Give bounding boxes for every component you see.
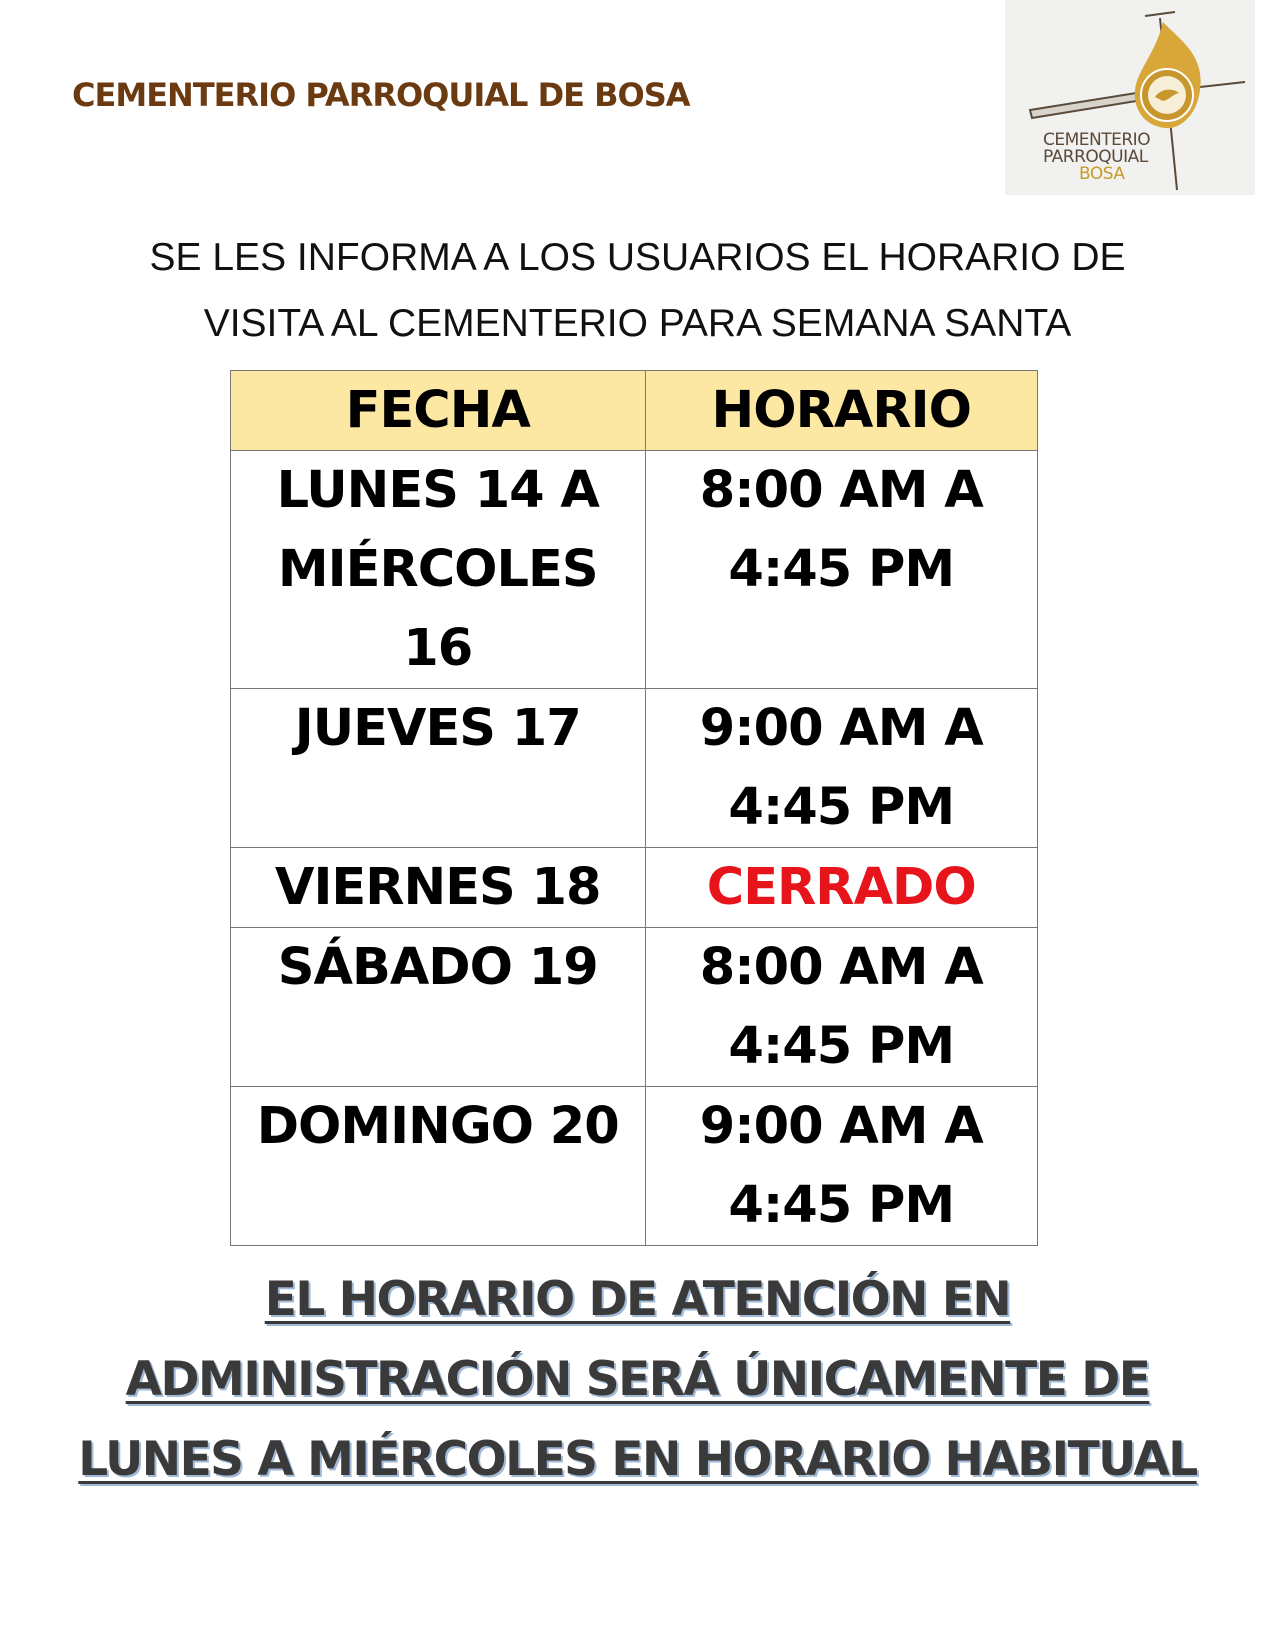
table-row bbox=[231, 848, 1038, 928]
horario-line: 4:45 PM bbox=[728, 1176, 955, 1235]
fecha-header: FECHA bbox=[231, 371, 646, 451]
fecha-line: MIÉRCOLES 16 bbox=[277, 540, 598, 678]
intro-line-2: VISITA AL CEMENTERIO PARA SEMANA SANTA bbox=[203, 302, 1072, 345]
fecha-line: DOMINGO 20 bbox=[256, 1097, 619, 1156]
schedule-table bbox=[230, 370, 1038, 1246]
horario-cell bbox=[645, 848, 1038, 928]
fecha-cell bbox=[231, 928, 646, 1087]
fecha-cell bbox=[231, 451, 646, 689]
notice-line-3 bbox=[60, 1420, 1215, 1500]
table-row bbox=[231, 689, 1038, 848]
cemetery-logo bbox=[1005, 0, 1255, 195]
horario-line: 4:45 PM bbox=[728, 1017, 955, 1076]
organization-title: CEMENTERIO PARROQUIAL DE BOSA bbox=[72, 76, 690, 114]
horario-cell bbox=[645, 689, 1038, 848]
fecha-line: JUEVES 17 bbox=[294, 699, 581, 758]
fecha-line: VIERNES 18 bbox=[274, 858, 601, 917]
fecha-cell bbox=[231, 1087, 646, 1246]
administration-notice bbox=[60, 1260, 1215, 1500]
horario-cell bbox=[645, 1087, 1038, 1246]
schedule-header-row bbox=[231, 371, 1038, 451]
horario-line: 9:00 AM A bbox=[699, 699, 983, 758]
fecha-line: LUNES 14 A bbox=[276, 461, 599, 520]
table-row bbox=[231, 1087, 1038, 1246]
horario-line: 4:45 PM bbox=[728, 778, 955, 837]
table-row bbox=[231, 928, 1038, 1087]
horario-line: 4:45 PM bbox=[728, 540, 955, 599]
logo-line-3: BOSA bbox=[1079, 164, 1125, 184]
intro-line-1: SE LES INFORMA A LOS USUARIOS EL HORARIO DE bbox=[149, 236, 1126, 279]
closed-status: CERRADO bbox=[706, 858, 976, 917]
notice-text: ADMINISTRACIÓN SERÁ ÚNICAMENTE DE bbox=[125, 1352, 1150, 1407]
fecha-line: SÁBADO 19 bbox=[277, 938, 598, 997]
logo-line-2: PARROQUIAL bbox=[1043, 147, 1148, 167]
horario-line: 9:00 AM A bbox=[699, 1097, 983, 1156]
horario-line: 8:00 AM A bbox=[699, 938, 983, 997]
horario-cell bbox=[645, 451, 1038, 689]
horario-line: 8:00 AM A bbox=[699, 461, 983, 520]
logo-text bbox=[1043, 132, 1163, 183]
logo-line-1: CEMENTERIO bbox=[1043, 130, 1151, 150]
table-row bbox=[231, 451, 1038, 689]
notice-line-2 bbox=[60, 1340, 1215, 1420]
horario-cell bbox=[645, 928, 1038, 1087]
notice-line-1 bbox=[60, 1260, 1215, 1340]
horario-header: HORARIO bbox=[645, 371, 1038, 451]
fecha-cell bbox=[231, 689, 646, 848]
fecha-cell bbox=[231, 848, 646, 928]
notice-text: EL HORARIO DE ATENCIÓN EN bbox=[264, 1272, 1011, 1327]
notice-text: LUNES A MIÉRCOLES EN HORARIO HABITUAL bbox=[78, 1432, 1197, 1487]
intro-text bbox=[80, 225, 1195, 357]
